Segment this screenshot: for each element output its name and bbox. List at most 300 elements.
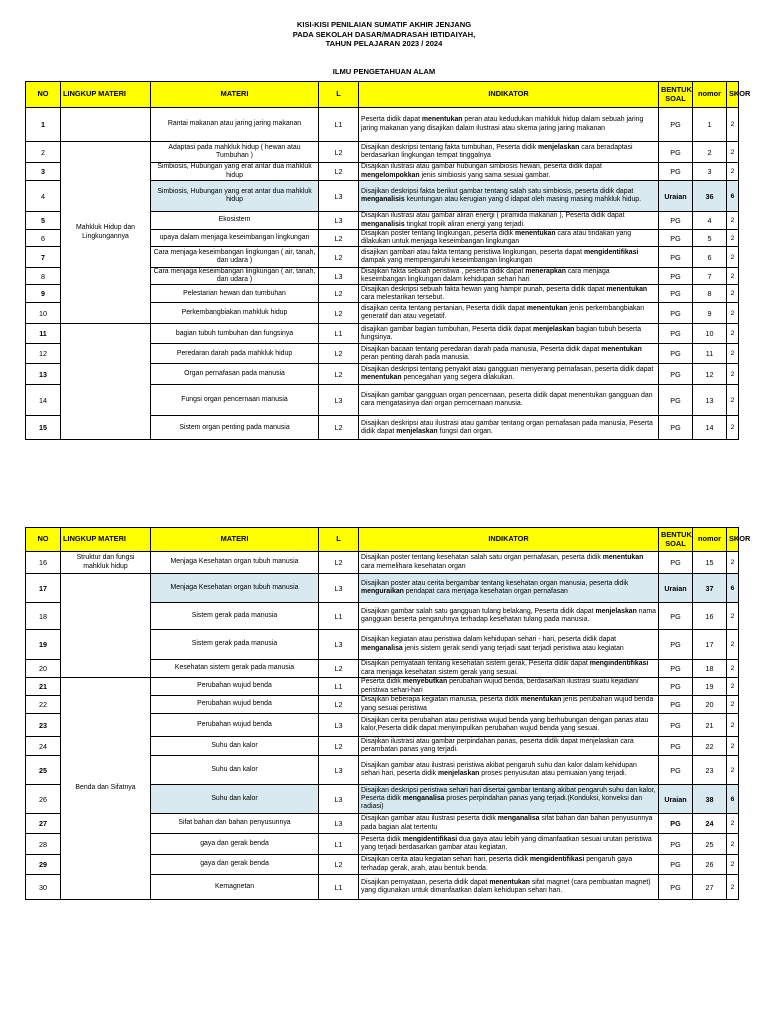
indikator-text: Disajikan cerita perubahan atau peristiwa wujud benda yang berhubungan dengan panas atau kalor,Peserta didik dapat menyimpulkan perubahan wujud benda yang sesuai.	[361, 716, 649, 732]
row-no: 22	[26, 696, 61, 714]
row-materi: Adaptasi pada mahkluk hidup ( hewan atau Tumbuhan )	[151, 142, 319, 163]
row-nomor: 37	[693, 574, 727, 603]
row-materi: Fungsi organ pencernaan manusia	[151, 385, 319, 416]
row-level: L3	[319, 385, 359, 416]
indikator-keyword: menentukan	[602, 554, 644, 562]
row-bentuk: PG	[659, 285, 693, 303]
row-materi: Cara menjaga keseimbangan lingkungan ( air, tanah, dan udara )	[151, 268, 319, 285]
row-level: L2	[319, 230, 359, 247]
lingkup-materi-cell: Mahkluk Hidup dan Lingkungannya	[61, 142, 151, 324]
row-no: 18	[26, 603, 61, 630]
row-materi: Menjaga Kesehatan organ tubuh manusia	[151, 574, 319, 603]
indikator-keyword: mengidentifikasi	[583, 249, 639, 257]
row-skor: 2	[727, 416, 739, 440]
indikator-text: Peserta didik	[361, 678, 403, 686]
row-nomor: 38	[693, 785, 727, 814]
indikator-text: disajikan gambar bagian tumbuhan, Peserta didik dapat	[361, 325, 533, 333]
indikator-keyword: menjelaskan	[533, 325, 575, 333]
row-nomor: 15	[693, 552, 727, 574]
row-no: 21	[26, 678, 61, 696]
row-indikator	[359, 344, 659, 364]
row-skor: 2	[727, 834, 739, 855]
row-skor: 2	[727, 268, 739, 285]
col-lingkup: LINGKUP MATERI	[61, 528, 151, 552]
row-level: L2	[319, 142, 359, 163]
row-bentuk: PG	[659, 268, 693, 285]
row-bentuk: PG	[659, 855, 693, 875]
indikator-keyword: menentukan	[520, 696, 562, 704]
row-skor: 2	[727, 212, 739, 230]
col-materi: MATERI	[151, 528, 319, 552]
col-nomor: nomor	[693, 82, 727, 108]
row-level: L3	[319, 756, 359, 785]
col-materi: MATERI	[151, 82, 319, 108]
row-bentuk: Uraian	[659, 785, 693, 814]
row-nomor: 1	[693, 108, 727, 142]
row-indikator	[359, 678, 659, 696]
row-level: L2	[319, 737, 359, 756]
row-materi: Peredaran darah pada mahkluk hidup	[151, 344, 319, 364]
row-indikator	[359, 324, 659, 344]
indikator-text: Disajikan bacaan tentang peredaran darah pada manusia, Peserta didik dapat	[361, 345, 602, 353]
indikator-text: Disajikan poster tentang kesehatan salah satu organ pernafasan, peserta didik	[361, 554, 603, 562]
row-indikator	[359, 834, 659, 855]
row-materi: Suhu dan kalor	[151, 785, 319, 814]
indikator-keyword: menentukan	[606, 285, 648, 293]
row-level: L3	[319, 181, 359, 212]
table-row	[26, 324, 739, 344]
indikator-text: Disajikan pernyataan tentang kesehatan sistem gerak, Peserta didik dapat	[361, 660, 590, 668]
row-bentuk: PG	[659, 630, 693, 660]
row-skor: 6	[727, 181, 739, 212]
indikator-text-end: nama gangguan beserta pengaruhnya terhadap kesehatan tulang pada manusia.	[361, 607, 656, 623]
indikator-text: Disajikan deskripsi peristiwa sehari hari disertai gambar tentang akibat pengaruh suhu dan kalor, Peserta didik	[361, 786, 656, 802]
indikator-keyword: menentukan	[421, 116, 463, 124]
row-no: 14	[26, 385, 61, 416]
indikator-text: Disajikan poster tentang lingkungan, peserta didik	[361, 230, 515, 237]
row-skor: 2	[727, 678, 739, 696]
row-nomor: 23	[693, 756, 727, 785]
row-materi: Perubahan wujud benda	[151, 714, 319, 737]
row-indikator	[359, 696, 659, 714]
row-nomor: 16	[693, 603, 727, 630]
row-indikator	[359, 108, 659, 142]
row-nomor: 10	[693, 324, 727, 344]
row-level: L2	[319, 247, 359, 268]
indikator-text: Disajikan deskripsi tentang fakta tumbuhan, Peserta didik	[361, 143, 538, 151]
row-bentuk: PG	[659, 230, 693, 247]
table-row	[26, 574, 739, 603]
row-skor: 2	[727, 630, 739, 660]
row-skor: 2	[727, 108, 739, 142]
row-level: L2	[319, 660, 359, 678]
row-skor: 6	[727, 785, 739, 814]
indikator-keyword: menentukan	[515, 230, 556, 237]
row-no: 6	[26, 230, 61, 247]
row-bentuk: Uraian	[659, 574, 693, 603]
row-indikator	[359, 574, 659, 603]
row-level: L2	[319, 303, 359, 324]
row-nomor: 36	[693, 181, 727, 212]
row-no: 5	[26, 212, 61, 230]
indikator-text-end: pengaruh gaya terhadap gerak, arah, atau bentuk benda.	[361, 856, 633, 872]
row-no: 25	[26, 756, 61, 785]
row-skor: 2	[727, 660, 739, 678]
indikator-text: Disajikan fakta sebuah peristiwa , peserta didik dapat	[361, 268, 526, 276]
indikator-text: Disajikan cerita atau kegiatan sehari hari, peserta didik	[361, 856, 530, 864]
table-row	[26, 552, 739, 574]
indikator-text-end: proses perpindahan panas yang terjadi.(Konduksi, konveksi dan radiasi)	[361, 794, 643, 811]
table-row	[26, 678, 739, 696]
col-no: NO	[26, 82, 61, 108]
lingkup-materi-cell: Benda dan Sifatnya	[61, 678, 151, 900]
indikator-text: Disajikan pernyataan, peserta didik dapat	[361, 878, 490, 886]
row-level: L3	[319, 212, 359, 230]
indikator-keyword: menjelaskan	[595, 607, 637, 615]
row-skor: 2	[727, 142, 739, 163]
row-no: 29	[26, 855, 61, 875]
row-no: 11	[26, 324, 61, 344]
indikator-text-end: sifat magnet (cara pembuatan magnet) yang digunakan untuk dimanfaatkan dalam kehidupan sehari hari.	[361, 878, 651, 894]
indikator-keyword: menganalisa	[402, 794, 445, 802]
row-nomor: 18	[693, 660, 727, 678]
row-nomor: 13	[693, 385, 727, 416]
table-row	[26, 108, 739, 142]
header-line-2: PADA SEKOLAH DASAR/MADRASAH IBTIDAIYAH,	[292, 29, 476, 39]
row-level: L1	[319, 603, 359, 630]
row-indikator	[359, 230, 659, 247]
row-indikator	[359, 714, 659, 737]
row-materi: Sistem organ penting pada manusia	[151, 416, 319, 440]
row-bentuk: PG	[659, 737, 693, 756]
row-no: 17	[26, 574, 61, 603]
row-level: L2	[319, 552, 359, 574]
row-nomor: 26	[693, 855, 727, 875]
col-lingkup: LINGKUP MATERI	[61, 82, 151, 108]
row-level: L2	[319, 416, 359, 440]
row-materi: Ekosistem	[151, 212, 319, 230]
indikator-text: Disajikan beberapa kegiatan manusia, peserta didik	[361, 696, 521, 704]
row-indikator	[359, 247, 659, 268]
row-skor: 2	[727, 230, 739, 247]
row-no: 3	[26, 163, 61, 181]
col-skor: SKOR	[727, 528, 739, 552]
row-no: 24	[26, 737, 61, 756]
indikator-keyword: mengindentifikasi	[589, 660, 649, 668]
indikator-text-end: cara menjaga kesehatan sistem gerak yang sesuai.	[361, 668, 519, 676]
indikator-keyword: mengidentifikasi	[402, 835, 458, 843]
row-bentuk: PG	[659, 364, 693, 385]
row-materi: Suhu dan kalor	[151, 756, 319, 785]
row-indikator	[359, 385, 659, 416]
row-bentuk: PG	[659, 552, 693, 574]
indikator-text: Disajikan gambar gangguan organ pencernaan, peserta didik dapat menentukan gangguan dan cara mengatasinya dari organ perncernaan manusia.	[361, 392, 653, 408]
row-indikator	[359, 875, 659, 900]
indikator-keyword: mengelompokkan	[361, 171, 420, 179]
row-materi: Rantai makanan atau jaring jaring makanan	[151, 108, 319, 142]
row-no: 10	[26, 303, 61, 324]
row-materi: Perubahan wujud benda	[151, 696, 319, 714]
row-bentuk: PG	[659, 108, 693, 142]
row-skor: 2	[727, 324, 739, 344]
row-indikator	[359, 268, 659, 285]
row-skor: 2	[727, 385, 739, 416]
indikator-keyword: menentukan	[361, 374, 402, 382]
indikator-text: Disajikan gambar atau ilustrasi peristiwa akibat pengaruh suhu dan kalor dalam kehidupan sehari hari, peserta didik	[361, 761, 637, 777]
indikator-text: Disajikan ilustrasi atau gambar hubungan simbiosis hewan, peserta didik dapat	[361, 163, 602, 171]
row-bentuk: Uraian	[659, 181, 693, 212]
row-bentuk: PG	[659, 875, 693, 900]
row-indikator	[359, 814, 659, 834]
col-bentuk: BENTUK SOAL	[659, 82, 693, 108]
row-skor: 2	[727, 714, 739, 737]
row-level: L1	[319, 108, 359, 142]
indikator-text-end: jenis perubahan wujud benda yang sesuai peristiwa	[361, 696, 654, 712]
row-no: 7	[26, 247, 61, 268]
row-no: 28	[26, 834, 61, 855]
row-indikator	[359, 785, 659, 814]
row-level: L1	[319, 324, 359, 344]
indikator-keyword: menjelaskan	[438, 770, 480, 777]
indikator-text-end: keuntungan atau kerugian yang d idapat oleh masing masing mahkluk hidup.	[404, 196, 642, 203]
row-no: 20	[26, 660, 61, 678]
row-materi: upaya dalam menjaga keseimbangan lingkungan	[151, 230, 319, 247]
col-nomor: nomor	[693, 528, 727, 552]
row-bentuk: PG	[659, 212, 693, 230]
kisi-kisi-table-2	[25, 527, 751, 900]
indikator-keyword: menganalisis	[361, 220, 405, 228]
row-nomor: 2	[693, 142, 727, 163]
indikator-text: Disajikan deskripsi atau ilustrasi atau gambar tentang organ pernafasan pada manusia, Peserta didik dapat	[361, 419, 653, 435]
row-bentuk: PG	[659, 714, 693, 737]
row-no: 8	[26, 268, 61, 285]
row-nomor: 22	[693, 737, 727, 756]
row-nomor: 14	[693, 416, 727, 440]
row-materi: Simbiosis, Hubungan yang erat antar dua mahkluk hidup	[151, 181, 319, 212]
row-indikator	[359, 603, 659, 630]
indikator-keyword: menguraikan	[361, 588, 404, 595]
row-skor: 2	[727, 875, 739, 900]
row-bentuk: PG	[659, 696, 693, 714]
kisi-kisi-table-1	[25, 81, 751, 440]
row-materi: Kemagnetan	[151, 875, 319, 900]
row-indikator	[359, 416, 659, 440]
indikator-text-end: cara menjaga keseimbangan lingkungan dalam kehidupan sehari hari	[361, 268, 610, 284]
row-no: 13	[26, 364, 61, 385]
row-no: 16	[26, 552, 61, 574]
row-nomor: 3	[693, 163, 727, 181]
row-materi: Organ pernafasan pada manusia	[151, 364, 319, 385]
indikator-text-end: cara atau tindakan yang dilakukan untuk menjaga keseimbangan lingkungan	[361, 230, 632, 246]
row-indikator	[359, 630, 659, 660]
row-bentuk: PG	[659, 303, 693, 324]
indikator-keyword: menganalisis	[361, 196, 405, 203]
row-nomor: 9	[693, 303, 727, 324]
lingkup-materi-cell	[61, 574, 151, 678]
row-indikator	[359, 756, 659, 785]
row-bentuk: PG	[659, 385, 693, 416]
row-nomor: 24	[693, 814, 727, 834]
row-nomor: 7	[693, 268, 727, 285]
indikator-text-end: dampak yang mempengaruhi keseimbangan lingkungan	[361, 257, 533, 265]
row-level: L2	[319, 285, 359, 303]
row-skor: 2	[727, 303, 739, 324]
row-level: L3	[319, 630, 359, 660]
row-level: L2	[319, 855, 359, 875]
row-level: L2	[319, 696, 359, 714]
indikator-text-end: proses penyusutan atau pemuaian yang terjadi.	[479, 770, 627, 777]
indikator-text-end: pendapat cara menjaga kesehatan organ pernafasan	[403, 588, 568, 595]
row-indikator	[359, 303, 659, 324]
row-skor: 2	[727, 247, 739, 268]
indikator-text: Disajikan gambar atau ilustrasi peserta didik	[361, 815, 498, 823]
row-skor: 2	[727, 344, 739, 364]
row-no: 26	[26, 785, 61, 814]
indikator-text-end: pencegahan yang segera dilakukan.	[401, 374, 515, 382]
row-skor: 2	[727, 163, 739, 181]
indikator-text-end: jenis simbiosis yang sama sesuai gambar.	[419, 171, 551, 179]
row-no: 27	[26, 814, 61, 834]
table-row	[26, 142, 739, 163]
row-indikator	[359, 660, 659, 678]
row-indikator	[359, 737, 659, 756]
row-indikator	[359, 142, 659, 163]
row-materi: gaya dan gerak benda	[151, 834, 319, 855]
indikator-text-end: jenis perkembangbiakan generatif dan atau vegetatif.	[361, 305, 645, 321]
row-skor: 6	[727, 574, 739, 603]
row-indikator	[359, 364, 659, 385]
col-skor: SKOR	[727, 82, 739, 108]
row-bentuk: PG	[659, 603, 693, 630]
row-indikator	[359, 552, 659, 574]
row-skor: 2	[727, 364, 739, 385]
row-nomor: 17	[693, 630, 727, 660]
row-indikator	[359, 181, 659, 212]
row-level: L1	[319, 678, 359, 696]
row-skor: 2	[727, 603, 739, 630]
row-materi: Suhu dan kalor	[151, 737, 319, 756]
row-indikator	[359, 212, 659, 230]
row-bentuk: PG	[659, 163, 693, 181]
row-bentuk: PG	[659, 344, 693, 364]
col-indikator: INDIKATOR	[359, 82, 659, 108]
indikator-text-end: jenis sistem gerak sendi yang terjadi saat terjadi peristiwa atau kegiatan	[402, 644, 624, 652]
row-level: L3	[319, 814, 359, 834]
row-level: L3	[319, 268, 359, 285]
row-nomor: 27	[693, 875, 727, 900]
indikator-keyword: menentukan	[489, 878, 530, 886]
indikator-text: Peserta didik	[361, 835, 403, 843]
row-bentuk: PG	[659, 834, 693, 855]
indikator-text-end: dua gaya atau lebih yang dimanfaatkan sesuai urutan peristiwa yang terjadi berdasarkan gambar atau kegiatan.	[361, 835, 652, 851]
row-materi: gaya dan gerak benda	[151, 855, 319, 875]
indikator-text: Disajikan gambar salah satu gangguan tulang belakang, Peserta didik dapat	[361, 607, 596, 615]
indikator-keyword: menganalisa	[497, 815, 540, 823]
row-bentuk: PG	[659, 247, 693, 268]
indikator-text-end: cara melestarikan tersebut.	[361, 293, 445, 301]
indikator-text: Disajikan ilustrasi atau gambar aliran energi ( piramida makanan ), Peserta didik dapat	[361, 212, 625, 220]
row-no: 12	[26, 344, 61, 364]
indikator-text-end: perubahan wujud benda, berdasarkan ilustrasi suatu kejadian/ peristiwa sehari-hari	[361, 678, 639, 694]
indikator-text-end: tingkat tropik aliran energi yang terjadi.	[404, 220, 525, 228]
row-nomor: 8	[693, 285, 727, 303]
header-line-1: KISI-KISI PENILAIAN SUMATIF AKHIR JENJANG	[296, 20, 472, 29]
row-materi: Perubahan wujud benda	[151, 678, 319, 696]
col-level: L	[319, 528, 359, 552]
indikator-text: Disajikan deskripsi sebuah fakta hewan yang hampir punah, peserta didik dapat	[361, 285, 607, 293]
row-no: 1	[26, 108, 61, 142]
indikator-text-end: fungsi dari organ.	[437, 427, 493, 435]
indikator-text-end: peran atau kedudukan mahkluk hidup dalam sebuah jaring jaring makanan yang disajikan dalam ilustrasi atau skema jaring jaring makanan	[361, 116, 644, 132]
row-skor: 2	[727, 756, 739, 785]
indikator-keyword: menentukan	[526, 305, 568, 313]
row-no: 2	[26, 142, 61, 163]
row-level: L1	[319, 875, 359, 900]
row-level: L2	[319, 364, 359, 385]
row-nomor: 12	[693, 364, 727, 385]
indikator-keyword: menentukan	[601, 345, 642, 353]
indikator-text: Disajikan deskripsi fakta berikut gambar tentang salah satu simbiosis, peserta didik dapat	[361, 187, 634, 195]
indikator-text-end: sifat bahan dan bahan penyusunnya pada bagian alat tertentu	[361, 815, 653, 831]
row-nomor: 21	[693, 714, 727, 737]
row-level: L1	[319, 834, 359, 855]
row-nomor: 25	[693, 834, 727, 855]
col-indikator: INDIKATOR	[359, 528, 659, 552]
row-no: 23	[26, 714, 61, 737]
indikator-keyword: menerapkan	[525, 268, 566, 276]
row-level: L3	[319, 714, 359, 737]
row-no: 9	[26, 285, 61, 303]
row-materi: Kesehatan sistem gerak pada manusia	[151, 660, 319, 678]
indikator-text-end: peran penting darah pada manusia.	[361, 353, 470, 361]
indikator-text-end: cara memelihara kesehatan organ	[361, 562, 466, 570]
row-skor: 2	[727, 737, 739, 756]
row-nomor: 19	[693, 678, 727, 696]
row-materi: Cara menjaga keseimbangan lingkungan ( air, tanah, dan udara )	[151, 247, 319, 268]
indikator-text: Disajikan kegiatan atau peristiwa dalam kehidupan sehari - hari, peserta didik dapat	[361, 636, 617, 644]
row-level: L3	[319, 785, 359, 814]
indikator-text: disajikan cerita tentang pertanian, Peserta didik dapat	[361, 305, 527, 313]
row-materi: Simbiosis, Hubungan yang erat antar dua mahkluk hidup	[151, 163, 319, 181]
row-no: 15	[26, 416, 61, 440]
row-bentuk: PG	[659, 324, 693, 344]
row-indikator	[359, 163, 659, 181]
row-materi: Sistem gerak pada manusia	[151, 603, 319, 630]
lingkup-materi-cell	[61, 324, 151, 440]
row-bentuk: PG	[659, 756, 693, 785]
indikator-text: Peserta didik dapat	[361, 116, 422, 124]
row-nomor: 20	[693, 696, 727, 714]
row-nomor: 5	[693, 230, 727, 247]
lingkup-materi-cell	[61, 108, 151, 142]
indikator-keyword: menganalisa	[361, 644, 403, 652]
row-no: 30	[26, 875, 61, 900]
col-level: L	[319, 82, 359, 108]
subject-title: ILMU PENGETAHUAN ALAM	[332, 67, 436, 76]
row-materi: Sifat bahan dan bahan penyusunnya	[151, 814, 319, 834]
indikator-keyword: mengidentifikasi	[529, 856, 585, 864]
row-nomor: 6	[693, 247, 727, 268]
lingkup-materi-cell: Struktur dan fungsi mahkluk hidup	[61, 552, 151, 574]
row-bentuk: PG	[659, 142, 693, 163]
col-bentuk: BENTUK SOAL	[659, 528, 693, 552]
indikator-text-end: cara beradaptasi berdasarkan lingkungan tempat tinggalnya	[361, 143, 633, 159]
row-skor: 2	[727, 814, 739, 834]
row-materi: Perkembangbiakan mahkluk hidup	[151, 303, 319, 324]
row-no: 4	[26, 181, 61, 212]
row-skor: 2	[727, 285, 739, 303]
row-level: L3	[319, 574, 359, 603]
